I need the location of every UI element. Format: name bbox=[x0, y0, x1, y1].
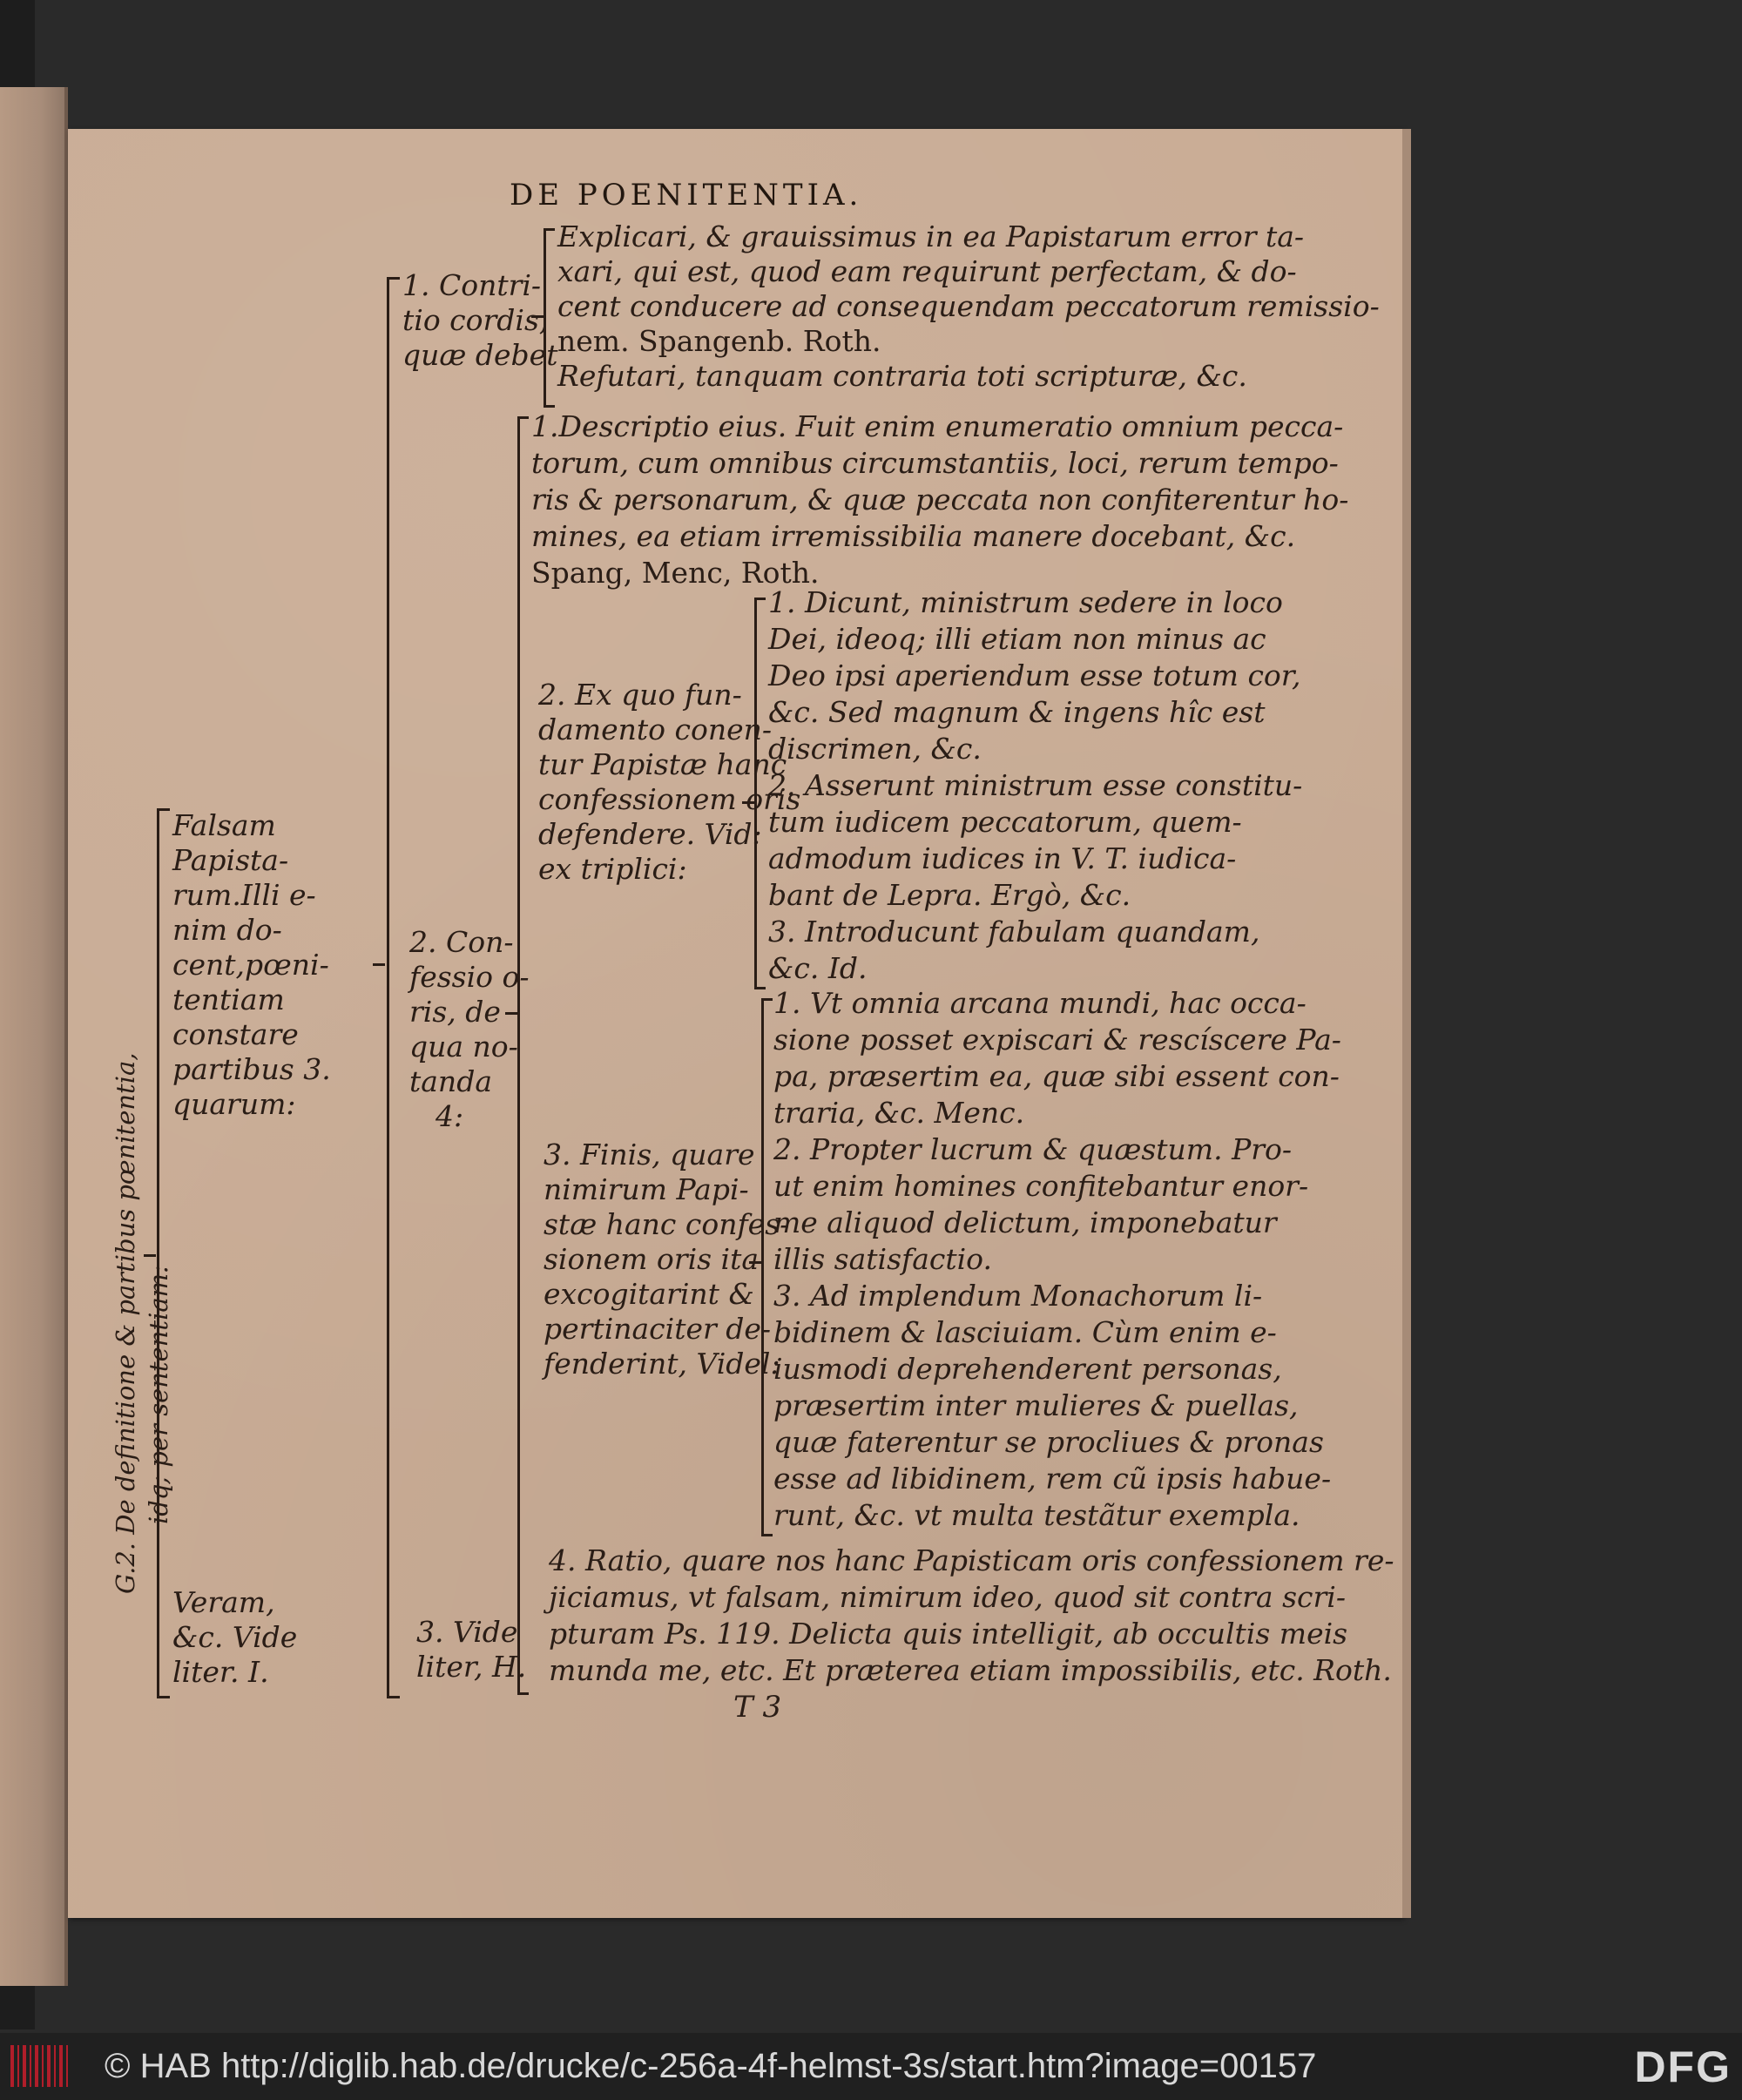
dfg-logo: DFG bbox=[1634, 2043, 1732, 2091]
footer-bar bbox=[0, 2033, 1742, 2100]
bracket-confessio bbox=[517, 416, 529, 1695]
bracket-fundamento-tip bbox=[742, 801, 754, 804]
page-edge bbox=[1402, 129, 1411, 1918]
bracket-main bbox=[157, 808, 170, 1698]
side-title-line-1: G.2. De definitione & partibus pœnitentia, bbox=[111, 1052, 140, 1594]
bracket-falsam-tip bbox=[373, 963, 385, 966]
credit-link[interactable]: © HAB http://diglib.hab.de/drucke/c-256a-4f-helmst-3s/start.htm?image=00157 bbox=[105, 2047, 1317, 2085]
bracket-contritio bbox=[544, 228, 555, 408]
side-title-line-2: idq; per sententiam: bbox=[144, 1265, 173, 1524]
previous-page-edge bbox=[0, 87, 68, 1986]
bracket-finis-tip bbox=[749, 1261, 761, 1264]
bracket-falsam bbox=[387, 277, 400, 1698]
bracket-contritio-tip bbox=[531, 315, 544, 318]
signature-mark: T 3 bbox=[733, 1690, 782, 1725]
bracket-main-tip bbox=[144, 1254, 156, 1257]
barcode-icon bbox=[10, 2045, 71, 2087]
bracket-finis bbox=[761, 998, 773, 1536]
bracket-fundamento bbox=[754, 598, 766, 989]
running-header: DE POENITENTIA. bbox=[510, 178, 863, 213]
bracket-confessio-tip bbox=[505, 1012, 517, 1015]
